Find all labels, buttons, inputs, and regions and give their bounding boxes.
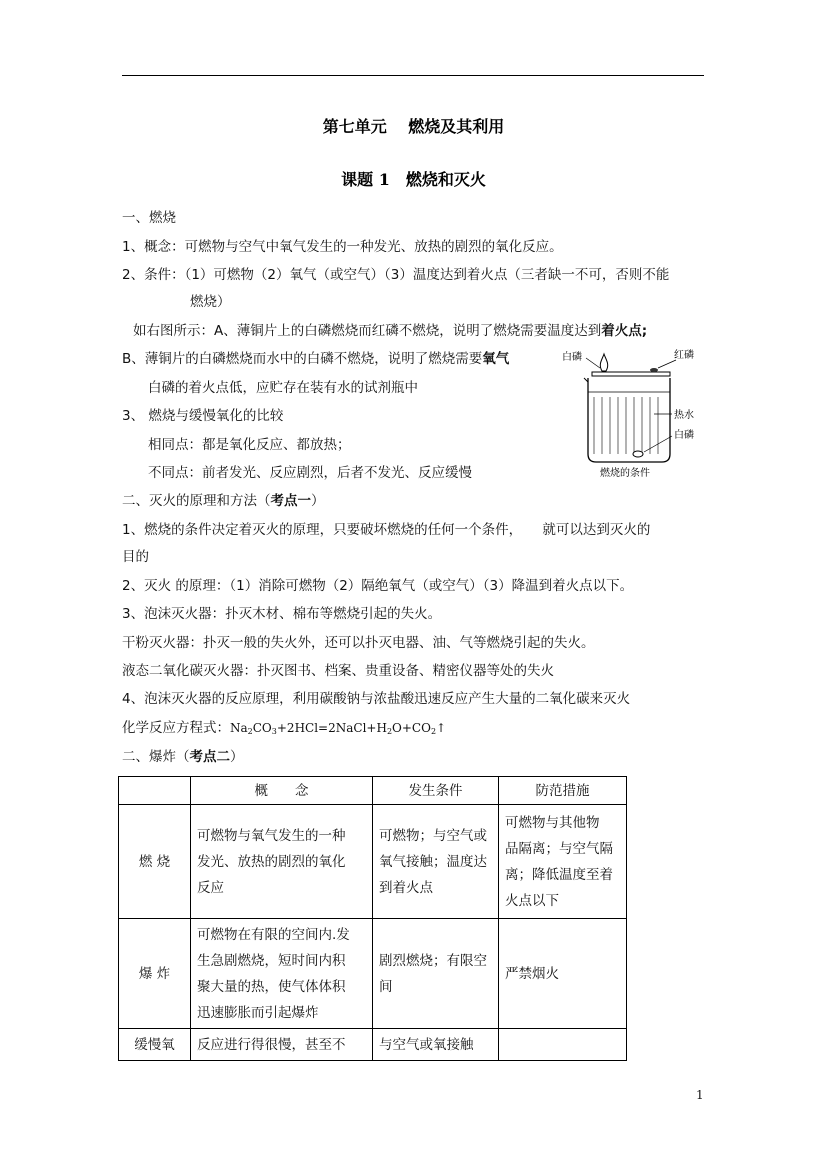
exam-point-one: 考点一 [270,493,311,509]
similarity-line: 相同点：都是氧化反应、都放热； [148,437,351,453]
page-number: 1 [696,1088,704,1102]
table-row [119,919,627,1029]
cell-line: 与空气或氧接触 [379,1036,474,1053]
cell-line: 聚大量的热，使气体体积 [197,978,346,995]
cell-line: 可燃物；与空气或 [379,827,487,844]
foam-principle-line: 4、泡沫灭火器的反应原理，利用碳酸钠与浓盐酸迅速反应产生大量的二氧化碳来灭火 [122,691,631,707]
cell-line: 可燃物在有限的空间内.发 [197,926,350,943]
condition-cell [373,919,499,1029]
copper-plate [592,372,670,376]
condition-line: 2、条件：（1）可燃物（2）氧气（或空气）（3）温度达到着火点（三者缺一不可，否则不能 [122,267,670,283]
heading-paren: ） [311,493,325,509]
figure-explain-b-text: B、薄铜片的白磷燃烧而水中的白磷不燃烧，说明了燃烧需要 [122,351,483,367]
label-red-phosphorus: 红磷 [674,350,694,361]
section-heading-extinguish [122,491,325,511]
extinguish-methods-line: 2、灭火 的原理：（1）消除可燃物（2）隔绝氧气（或空气）（3）降温到着火点以下。 [122,578,634,594]
leader-line [586,358,600,368]
combustion-experiment-figure [558,342,698,482]
label-white-phosphorus: 白磷 [562,352,582,363]
heading-paren: ） [230,749,244,765]
co2-extinguisher-line: 液态二氧化碳灭火器：扑灭图书、档案、贵重设备、精密仪器等处的失火 [122,663,554,679]
cell-line: 严禁烟火 [505,965,559,982]
oxygen-bold: 氧气 [482,351,510,367]
eq-co: CO [252,721,272,735]
header-cell [119,777,191,805]
cell-line: 品隔离；与空气隔 [505,840,613,857]
extinguish-principle-line: 1、燃烧的条件决定着灭火的原理，只要破坏燃烧的任何一个条件， 就可以达到灭火的 [122,522,651,538]
eq-sub: 2 [247,727,253,736]
section-heading-combustion: 一、燃烧 [122,210,176,226]
figure-explain-a-text: 如右图所示：A、薄铜片上的白磷燃烧而红磷不燃烧，说明了燃烧需要温度达到 [133,323,602,339]
concept-cell [191,1029,373,1061]
foam-extinguisher-line: 3、泡沫灭火器：扑灭木材、棉布等燃烧引起的失火。 [122,606,442,622]
comparison-heading: 3、 燃烧与缓慢氧化的比较 [122,408,284,424]
combustion-explosion-table [118,776,627,1061]
heading-text: 二、灭火的原理和方法（ [122,493,271,509]
row-name: 缓慢氧 [119,1029,191,1061]
row-name: 爆 炸 [119,919,191,1029]
underwater-white-phosphorus [633,451,643,457]
header-rule [122,75,704,76]
header-cell: 发生条件 [373,777,499,805]
eq-mid: +2HCl=2NaCl+H [276,721,387,735]
header-cell: 概 念 [191,777,373,805]
figure-explain-a [133,321,647,341]
exam-point-two: 考点二 [189,749,230,765]
cell-line: 迅速膨胀而引起爆炸 [197,1004,319,1021]
prevention-cell [499,805,627,919]
section-heading-explosion [122,747,244,767]
concept-cell [191,919,373,1029]
equation-label: 化学反应方程式： [122,720,230,736]
flame-icon [600,354,607,371]
prevention-cell [499,1029,627,1061]
prevention-cell [499,919,627,1029]
figure-caption: 燃烧的条件 [600,468,650,479]
table-row [119,805,627,919]
leader-line [658,360,676,368]
eq-sub: 2 [430,727,437,736]
cell-line: 氧气接触；温度达 [379,853,487,870]
concept-line: 1、概念：可燃物与空气中氧气发生的一种发光、放热的剧烈的氧化反应。 [122,239,563,255]
gas-arrow: ↑ [436,721,447,735]
condition-cell [373,805,499,919]
eq-o: O+CO [392,721,431,735]
difference-line: 不同点：前者发光、反应剧烈，后者不发光、反应缓慢 [148,465,472,481]
eq-na: Na [230,721,248,735]
red-phosphorus-mark [650,368,658,372]
cell-line: 间 [379,978,393,995]
equation-formula [230,721,446,735]
cell-line: 生急剧燃烧，短时间内积 [197,952,346,969]
cell-line: 剧烈燃烧；有限空 [379,952,487,969]
water-hatching [594,397,658,454]
heading-text: 二、爆炸（ [122,749,190,765]
table-header-row [119,777,627,805]
extinguish-principle-cont: 目的 [122,549,149,565]
figure-explain-b [122,349,509,369]
cell-line: 到着火点 [379,879,433,896]
concept-cell [191,805,373,919]
chemical-equation [122,718,446,742]
cell-line: 可燃物与其他物 [505,814,600,831]
cell-line: 反应 [197,879,224,896]
label-hot-water: 热水 [674,410,694,421]
condition-line-cont: 燃烧） [190,294,231,310]
lesson-title: 课题 1 燃烧和灭火 [341,170,486,189]
ignition-point-bold: 着火点; [601,323,648,339]
condition-cell [373,1029,499,1061]
cell-line: 离；降低温度至着 [505,866,613,883]
label-underwater-white-phosphorus: 白磷 [674,430,694,441]
unit-title: 第七单元 燃烧及其利用 [322,117,505,136]
header-cell: 防范措施 [499,777,627,805]
row-name: 燃 烧 [119,805,191,919]
cell-line: 发光、放热的剧烈的氧化 [197,853,346,870]
powder-extinguisher-line: 干粉灭火器：扑灭一般的失火外，还可以扑灭电器、油、气等燃烧引起的失火。 [122,635,595,651]
eq-sub: 3 [271,727,277,736]
cell-line: 可燃物与氧气发生的一种 [197,827,346,844]
table-row [119,1029,627,1061]
cell-line: 火点以下 [505,892,559,909]
eq-sub: 2 [386,727,393,736]
cell-line: 反应进行得很慢，甚至不 [197,1036,346,1053]
white-p-storage: 白磷的着火点低，应贮存在装有水的试剂瓶中 [148,380,418,396]
